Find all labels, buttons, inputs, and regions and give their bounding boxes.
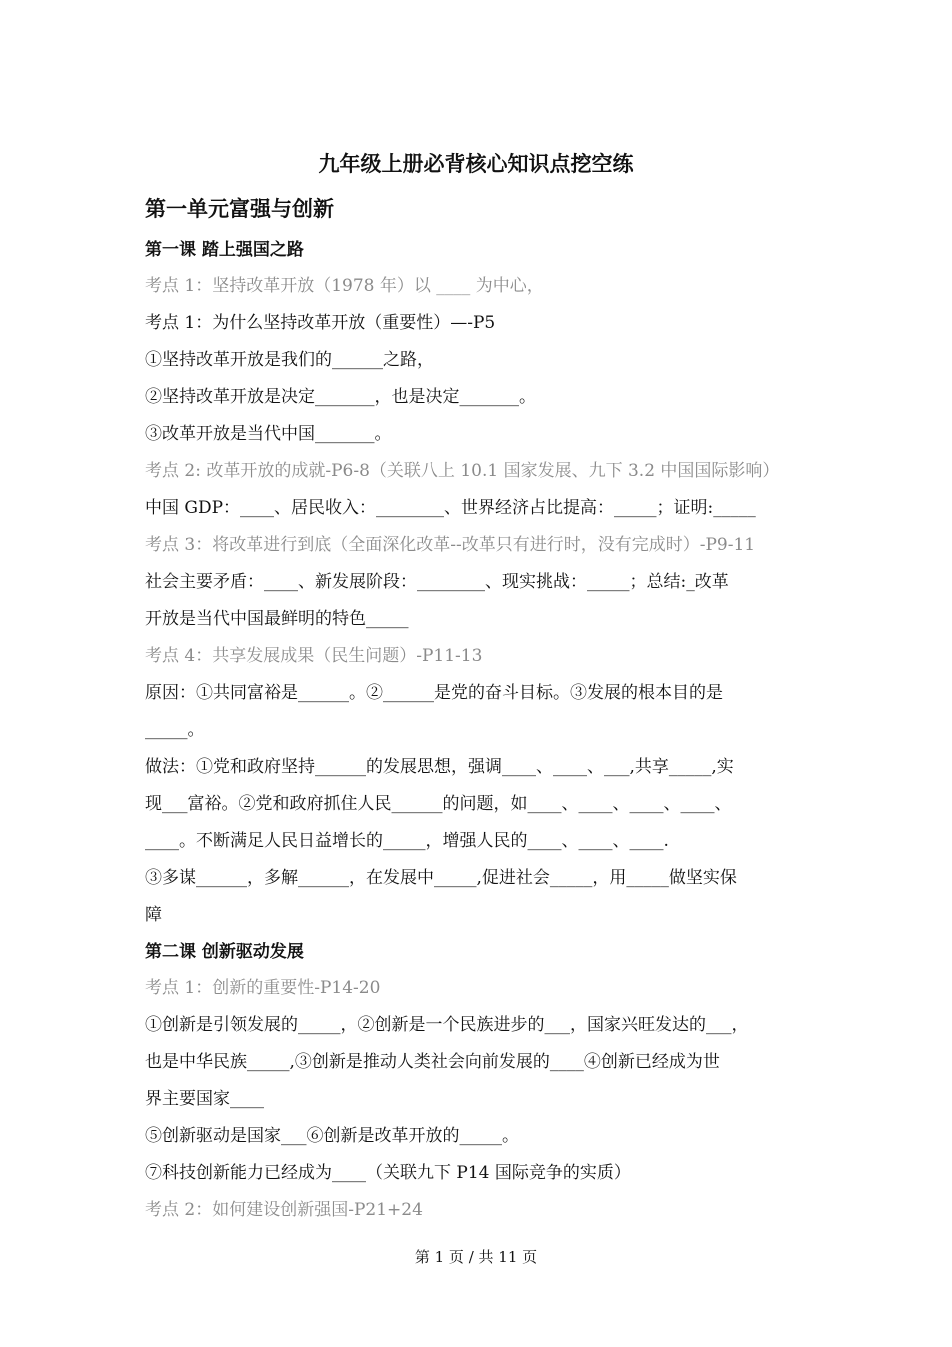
document-body: [145, 190, 813, 1229]
text-line: ③改革开放是当代中国_______。: [145, 424, 392, 444]
text-line: 考点 3：将改革进行到底（全面深化改革--改革只有进行时，没有完成时）-P9-11: [145, 535, 756, 555]
text-line: 社会主要矛盾：____、新发展阶段：________、现实挑战：_____；总结:_改革: [145, 572, 729, 592]
text-line: 开放是当代中国最鲜明的特色_____: [145, 609, 409, 629]
text-line: ③多谋______，多解______，在发展中_____,促进社会_____，用_____做坚实保: [145, 868, 737, 888]
text-line: 原因：①共同富裕是______。②______是党的奋斗目标。③发展的根本目的是: [145, 683, 723, 703]
text-line: 考点 2：如何建设创新强国-P21+24: [145, 1200, 423, 1220]
text-line: ①坚持改革开放是我们的______之路，: [145, 350, 434, 370]
unit-heading: 第一单元富强与创新: [145, 196, 334, 221]
text-line: 中国 GDP：____、居民收入：________、世界经济占比提高：_____；证明:_____: [145, 498, 756, 518]
text-line: 考点 1：创新的重要性-P14-20: [145, 978, 381, 998]
text-line: 考点 4：共享发展成果（民生问题）-P11-13: [145, 646, 483, 666]
text-line: 界主要国家____: [145, 1089, 264, 1109]
page-footer: 第 1 页 / 共 11 页: [414, 1248, 538, 1266]
text-line: 做法：①党和政府坚持______的发展思想，强调____、____、___,共享_____,实: [145, 757, 734, 777]
text-line: ____。不断满足人民日益增长的_____，增强人民的____、____、____.: [145, 831, 669, 851]
text-line: ①创新是引领发展的_____，②创新是一个民族进步的___，国家兴旺发达的___，: [145, 1015, 749, 1035]
lesson-2-heading: 第二课 创新驱动发展: [145, 942, 304, 962]
text-line: 也是中华民族_____,③创新是推动人类社会向前发展的____④创新已经成为世: [145, 1052, 720, 1072]
lesson-1-heading: 第一课 踏上强国之路: [145, 240, 304, 260]
text-line: 考点 2: 改革开放的成就-P6-8（关联八上 10.1 国家发展、九下 3.2 中国国际影响）: [145, 461, 780, 481]
text-line: 考点 1：坚持改革开放（1978 年）以 ____ 为中心，: [145, 276, 544, 296]
text-line: ⑦科技创新能力已经成为____（关联九下 P14 国际竞争的实质）: [145, 1163, 631, 1183]
text-line: 考点 1：为什么坚持改革开放（重要性）—-P5: [145, 313, 496, 333]
text-line: 现___富裕。②党和政府抓住人民______的问题，如____、____、____、____、: [145, 794, 732, 814]
document-title: 九年级上册必背核心知识点挖空练: [318, 151, 634, 176]
text-line: ②坚持改革开放是决定_______，也是决定_______。: [145, 387, 536, 407]
text-line: 障: [145, 905, 162, 925]
text-line: _____。: [145, 720, 205, 740]
text-line: ⑤创新驱动是国家___⑥创新是改革开放的_____。: [145, 1126, 519, 1146]
